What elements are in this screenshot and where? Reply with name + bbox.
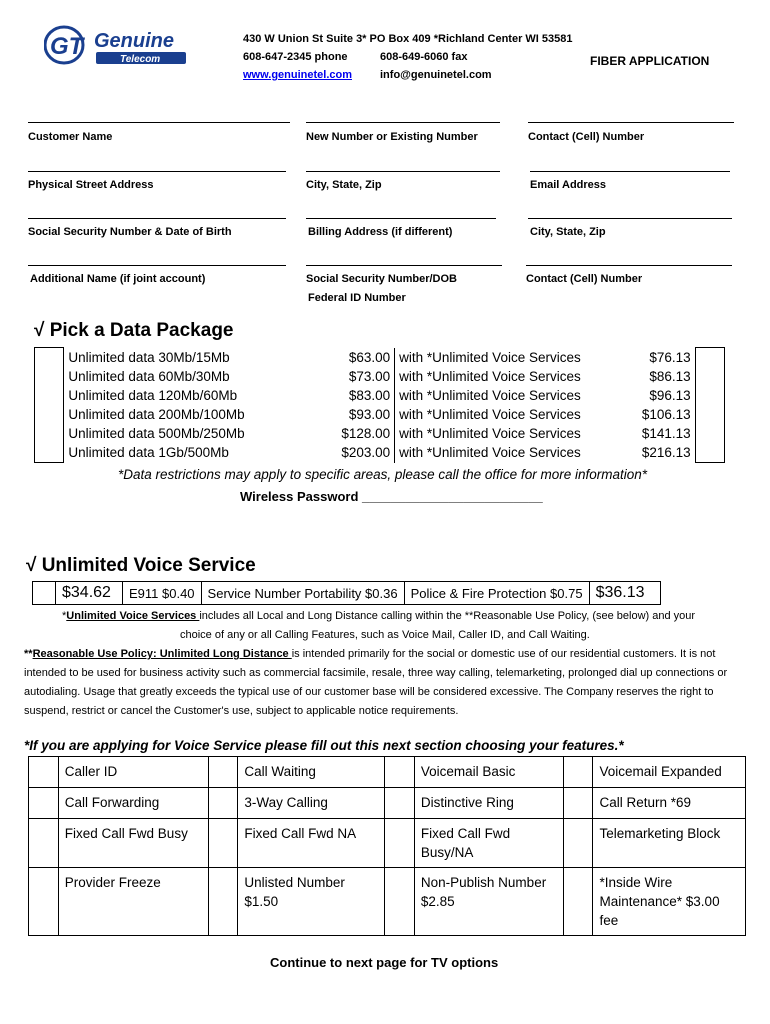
feature-checkbox[interactable] (29, 757, 59, 788)
package-bundle-price: $106.13 (641, 407, 691, 422)
bundle-checkbox[interactable] (695, 348, 724, 368)
voice-note-text: includes all Local and Long Distance calling within the **Reasonable Use Policy, (see below) and your (199, 610, 696, 622)
data-package-row (35, 424, 725, 443)
bundle-checkbox[interactable] (695, 405, 724, 424)
additional-name-label: Additional Name (if joint account) (30, 273, 206, 285)
phone-number: 608-647-2345 phone (243, 51, 348, 63)
feature-label: Voicemail Expanded (593, 757, 746, 788)
voice-note (62, 607, 695, 626)
email-address: info@genuinetel.com (380, 69, 492, 81)
package-with-voice: with *Unlimited Voice Services (399, 407, 581, 422)
feature-label: Telemarketing Block (593, 819, 746, 868)
joint-contact-line[interactable] (526, 265, 732, 266)
package-with-voice: with *Unlimited Voice Services (399, 445, 581, 461)
feature-checkbox[interactable] (563, 868, 593, 936)
data-package-table (34, 347, 725, 463)
features-table (28, 756, 746, 936)
package-price: $73.00 (325, 367, 394, 386)
billing-city-label: City, State, Zip (530, 226, 606, 238)
document-title: FIBER APPLICATION (590, 54, 710, 68)
feature-checkbox[interactable] (563, 788, 593, 819)
police-fire-fee: Police & Fire Protection $0.75 (404, 582, 589, 605)
package-bundle-price: $96.13 (649, 388, 691, 403)
package-checkbox[interactable] (35, 443, 64, 463)
policy-body: is intended primarily for the social or domestic use of our residential customers. It is not intended to be used for business activity such as commercial facsimile, resale, three way calling, telemarketing, prolonged dial up connections or autodialing. Usage that greatly exceeds the typical use of our customer base will be considered excessive. The Company reserves the right to suspend, restrict or cancel the Customer's use, subject to applicable notice requirements. (24, 648, 728, 717)
feature-label: Non-Publish Number $2.85 (414, 868, 563, 936)
portability-fee: Service Number Portability $0.36 (201, 582, 404, 605)
feature-label: Call Return *69 (593, 788, 746, 819)
new-number-label: New Number or Existing Number (306, 131, 478, 143)
feature-checkbox[interactable] (29, 868, 59, 936)
data-restrictions-note: *Data restrictions may apply to specific areas, please call the office for more information* (118, 467, 647, 482)
contact-number-label: Contact (Cell) Number (528, 131, 645, 143)
footer-note: Continue to next page for TV options (270, 955, 499, 970)
city-state-zip-line[interactable] (306, 171, 500, 172)
feature-label: Fixed Call Fwd NA (238, 819, 385, 868)
feature-row (29, 868, 746, 936)
feature-label: Caller ID (58, 757, 208, 788)
feature-label: Provider Freeze (58, 868, 208, 936)
feature-checkbox[interactable] (385, 788, 415, 819)
federal-id-label: Federal ID Number (308, 292, 406, 304)
feature-checkbox[interactable] (208, 757, 238, 788)
policy-star: ** (24, 648, 33, 660)
package-price: $203.00 (325, 443, 394, 463)
package-with-voice: with *Unlimited Voice Services (399, 349, 581, 365)
package-checkbox[interactable] (35, 386, 64, 405)
feature-checkbox[interactable] (563, 757, 593, 788)
joint-contact-label: Contact (Cell) Number (526, 273, 643, 285)
feature-label: 3-Way Calling (238, 788, 385, 819)
feature-checkbox[interactable] (208, 868, 238, 936)
feature-checkbox[interactable] (29, 788, 59, 819)
new-number-line[interactable] (306, 122, 500, 123)
package-price: $128.00 (325, 424, 394, 443)
feature-row (29, 788, 746, 819)
package-name: Unlimited data 1Gb/500Mb (68, 445, 229, 461)
bundle-checkbox[interactable] (695, 386, 724, 405)
ssn-dob-line[interactable] (28, 218, 286, 219)
package-name: Unlimited data 120Mb/60Mb (68, 388, 238, 403)
feature-checkbox[interactable] (385, 757, 415, 788)
package-with-voice: with *Unlimited Voice Services (399, 426, 581, 441)
street-address-label: Physical Street Address (28, 179, 154, 191)
feature-row (29, 757, 746, 788)
feature-checkbox[interactable] (29, 819, 59, 868)
package-checkbox[interactable] (35, 424, 64, 443)
svg-text:GT: GT (50, 33, 84, 60)
feature-checkbox[interactable] (208, 819, 238, 868)
feature-row (29, 819, 746, 868)
svg-text:Telecom: Telecom (120, 54, 161, 65)
policy-link: Reasonable Use Policy: Unlimited Long Distance (32, 648, 292, 660)
billing-address-label: Billing Address (if different) (308, 226, 453, 238)
package-name: Unlimited data 500Mb/250Mb (68, 426, 245, 441)
company-address: 430 W Union St Suite 3* PO Box 409 *Richland Center WI 53581 (243, 33, 573, 45)
voice-service-title: √ Unlimited Voice Service (26, 555, 256, 576)
feature-label: Fixed Call Fwd Busy/NA (414, 819, 563, 868)
customer-name-line[interactable] (28, 122, 290, 123)
wireless-password-field[interactable]: Wireless Password _________________________ (240, 489, 543, 504)
voice-price: $34.62 (56, 582, 123, 605)
package-price: $93.00 (325, 405, 394, 424)
bundle-checkbox[interactable] (695, 424, 724, 443)
customer-name-label: Customer Name (28, 131, 113, 143)
bundle-checkbox[interactable] (695, 443, 724, 463)
package-name: Unlimited data 200Mb/100Mb (68, 407, 245, 422)
website-link[interactable]: www.genuinetel.com (243, 69, 352, 81)
data-package-row (35, 443, 725, 463)
svg-text:Genuine: Genuine (94, 30, 175, 52)
package-checkbox[interactable] (35, 348, 64, 368)
bundle-checkbox[interactable] (695, 367, 724, 386)
package-bundle-price: $216.13 (641, 445, 691, 461)
voice-price-table (32, 581, 661, 605)
email-label: Email Address (530, 179, 607, 191)
package-bundle-price: $76.13 (649, 349, 691, 365)
voice-checkbox[interactable] (33, 582, 56, 605)
data-package-title: √ Pick a Data Package (34, 320, 234, 341)
data-package-row (35, 405, 725, 424)
email-line[interactable] (530, 171, 730, 172)
additional-name-line[interactable] (28, 265, 286, 266)
feature-label: Distinctive Ring (414, 788, 563, 819)
billing-city-line[interactable] (528, 218, 732, 219)
city-state-zip-label: City, State, Zip (306, 179, 382, 191)
feature-label: Voicemail Basic (414, 757, 563, 788)
feature-label: Unlisted Number $1.50 (238, 868, 385, 936)
e911-fee: E911 $0.40 (123, 582, 202, 605)
package-with-voice: with *Unlimited Voice Services (399, 369, 581, 384)
package-price: $63.00 (325, 348, 394, 368)
package-name: Unlimited data 30Mb/15Mb (68, 349, 230, 365)
ssn-dob-label: Social Security Number & Date of Birth (28, 226, 232, 238)
package-bundle-price: $86.13 (649, 369, 691, 384)
feature-checkbox[interactable] (385, 868, 415, 936)
voice-note-link: Unlimited Voice Services (66, 610, 200, 622)
features-title: *If you are applying for Voice Service please fill out this next section choosing your features.* (24, 738, 624, 753)
feature-label: Call Waiting (238, 757, 385, 788)
policy-text (24, 645, 746, 721)
package-checkbox[interactable] (35, 367, 64, 386)
package-price: $83.00 (325, 386, 394, 405)
package-with-voice: with *Unlimited Voice Services (399, 388, 581, 403)
feature-label: *Inside Wire Maintenance* $3.00 fee (593, 868, 746, 936)
fax-number: 608-649-6060 fax (380, 51, 468, 63)
voice-note-star: * (62, 610, 67, 622)
street-address-line[interactable] (28, 171, 286, 172)
package-checkbox[interactable] (35, 405, 64, 424)
package-name: Unlimited data 60Mb/30Mb (68, 369, 230, 384)
feature-checkbox[interactable] (208, 788, 238, 819)
data-package-row (35, 386, 725, 405)
feature-checkbox[interactable] (385, 819, 415, 868)
joint-ssn-line[interactable] (306, 265, 502, 266)
data-package-row (35, 348, 725, 368)
feature-label: Fixed Call Fwd Busy (58, 819, 208, 868)
feature-checkbox[interactable] (563, 819, 593, 868)
package-bundle-price: $141.13 (641, 426, 691, 441)
joint-ssn-label: Social Security Number/DOB (306, 273, 457, 285)
company-logo (44, 22, 194, 68)
contact-number-line[interactable] (528, 122, 734, 123)
billing-address-line[interactable] (306, 218, 496, 219)
data-package-row (35, 367, 725, 386)
voice-note-line2: choice of any or all Calling Features, such as Voice Mail, Caller ID, and Call Waiting. (180, 629, 590, 641)
feature-label: Call Forwarding (58, 788, 208, 819)
voice-total: $36.13 (589, 582, 660, 605)
